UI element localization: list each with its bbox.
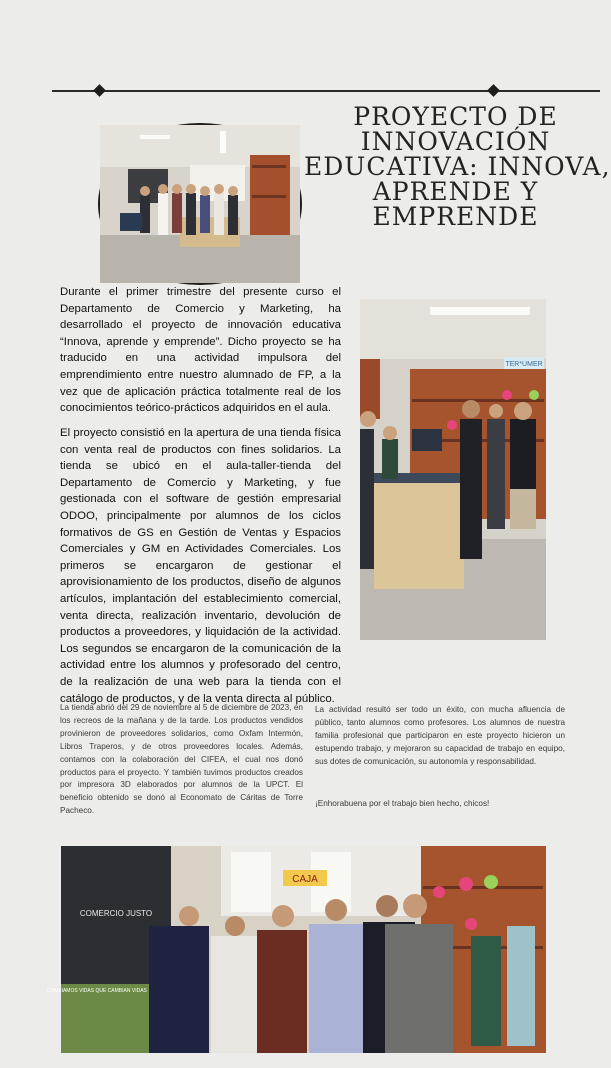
group-photo-circle	[98, 123, 302, 285]
store-sign-text: TER*UMER	[505, 361, 543, 368]
article-paragraph-1: Durante el primer trimestre del presente curso el Departamento de Comercio y Marketing, ha desarrollado el proyecto de innovación educativa “Innova, aprende y emprende”. Dicho proyecto se ha traducido en una actividad impulsora del emprendimiento entre nuestro alumnado de FP, a la vez que de aplicación práctica totalmente real de los conocimientos teórico-prácticos adquiridos en el aula.	[60, 286, 341, 415]
caja-sign-text: CAJA	[292, 874, 318, 885]
article-paragraph-4: La actividad resultó ser todo un éxito, con mucha afluencia de público, tanto alumnos como profesores. Los alumnos de nuestra familia profesional que participaron en este proyecto hicieron un estupendo trabajo, y mejoraron su capacidad de trabajo en equipo, sus dotes de comunicación, su autonomía y responsabilidad.	[315, 705, 565, 766]
group-store-illustration	[47, 846, 546, 1053]
classroom-group-illustration	[100, 125, 300, 283]
poster-title-text: COMERCIO JUSTO	[79, 909, 153, 918]
rule-diamond-left	[93, 84, 106, 97]
title-line: PROYECTO DE	[353, 102, 558, 131]
store-photo	[360, 299, 546, 640]
title-line: INNOVACIÓN	[360, 127, 551, 156]
store-interior-illustration	[360, 299, 546, 640]
article-paragraph-2: El proyecto consistió en la apertura de una tienda física con venta real de productos con fines solidarios. La tienda se ubicó en el aula-taller-tienda del Departamento de Comercio y Marketing, y fue gestionada con el software de gestión empresarial ODOO, principalmente por alumnos de los ciclos formativos de GS en Gestión de Ventas y Espacios Comerciales y GM en Actividades Comerciales. Los primeros se encargaron de gestionar el aprovisionamiento de los productos, diseño de algunos artículos, implantación del establecimiento comercial, venta directa, realización inventario, devolución de productos a proveedores, y liquidación de la actividad. Los segundos se encargaron de la comunicación de la actividad entre los alumnos y profesorado del centro, de la realización de una web para la tienda con el catálogo de productos, y de la venta directa al público.	[60, 427, 341, 705]
title-line: EDUCATIVA: INNOVA,	[304, 152, 611, 181]
article-paragraph-5: ¡Enhorabuena por el trabajo bien hecho, chicos!	[315, 799, 490, 808]
title-line: EMPRENDE	[372, 202, 539, 231]
title-line: APRENDE Y	[372, 177, 539, 206]
poster-bottom-text: CAMBIAMOS VIDAS QUE CAMBIAN VIDAS	[47, 988, 147, 994]
article-paragraph-3: La tienda abrió del 29 de noviembre al 5 de diciembre de 2023, en los recreos de la mañana y de la tarde. Los productos vendidos provinieron de proveedores solidarios, como Oxfam Intermón, Libros Traperos, y de otros proveedores locales. Además, contamos con la colaboración del CIFEA, el cual nos donó productos para el proyecto. Y también tuvimos productos creados por impresora 3D elaborados por alumnos de la UPCT. El beneficio obtenido se donó al Economato de Cáritas de Torre Pacheco.	[60, 703, 303, 816]
header-rule	[52, 90, 600, 92]
page-title	[304, 102, 611, 231]
bottom-group-photo	[47, 846, 546, 1053]
rule-diamond-right	[487, 84, 500, 97]
